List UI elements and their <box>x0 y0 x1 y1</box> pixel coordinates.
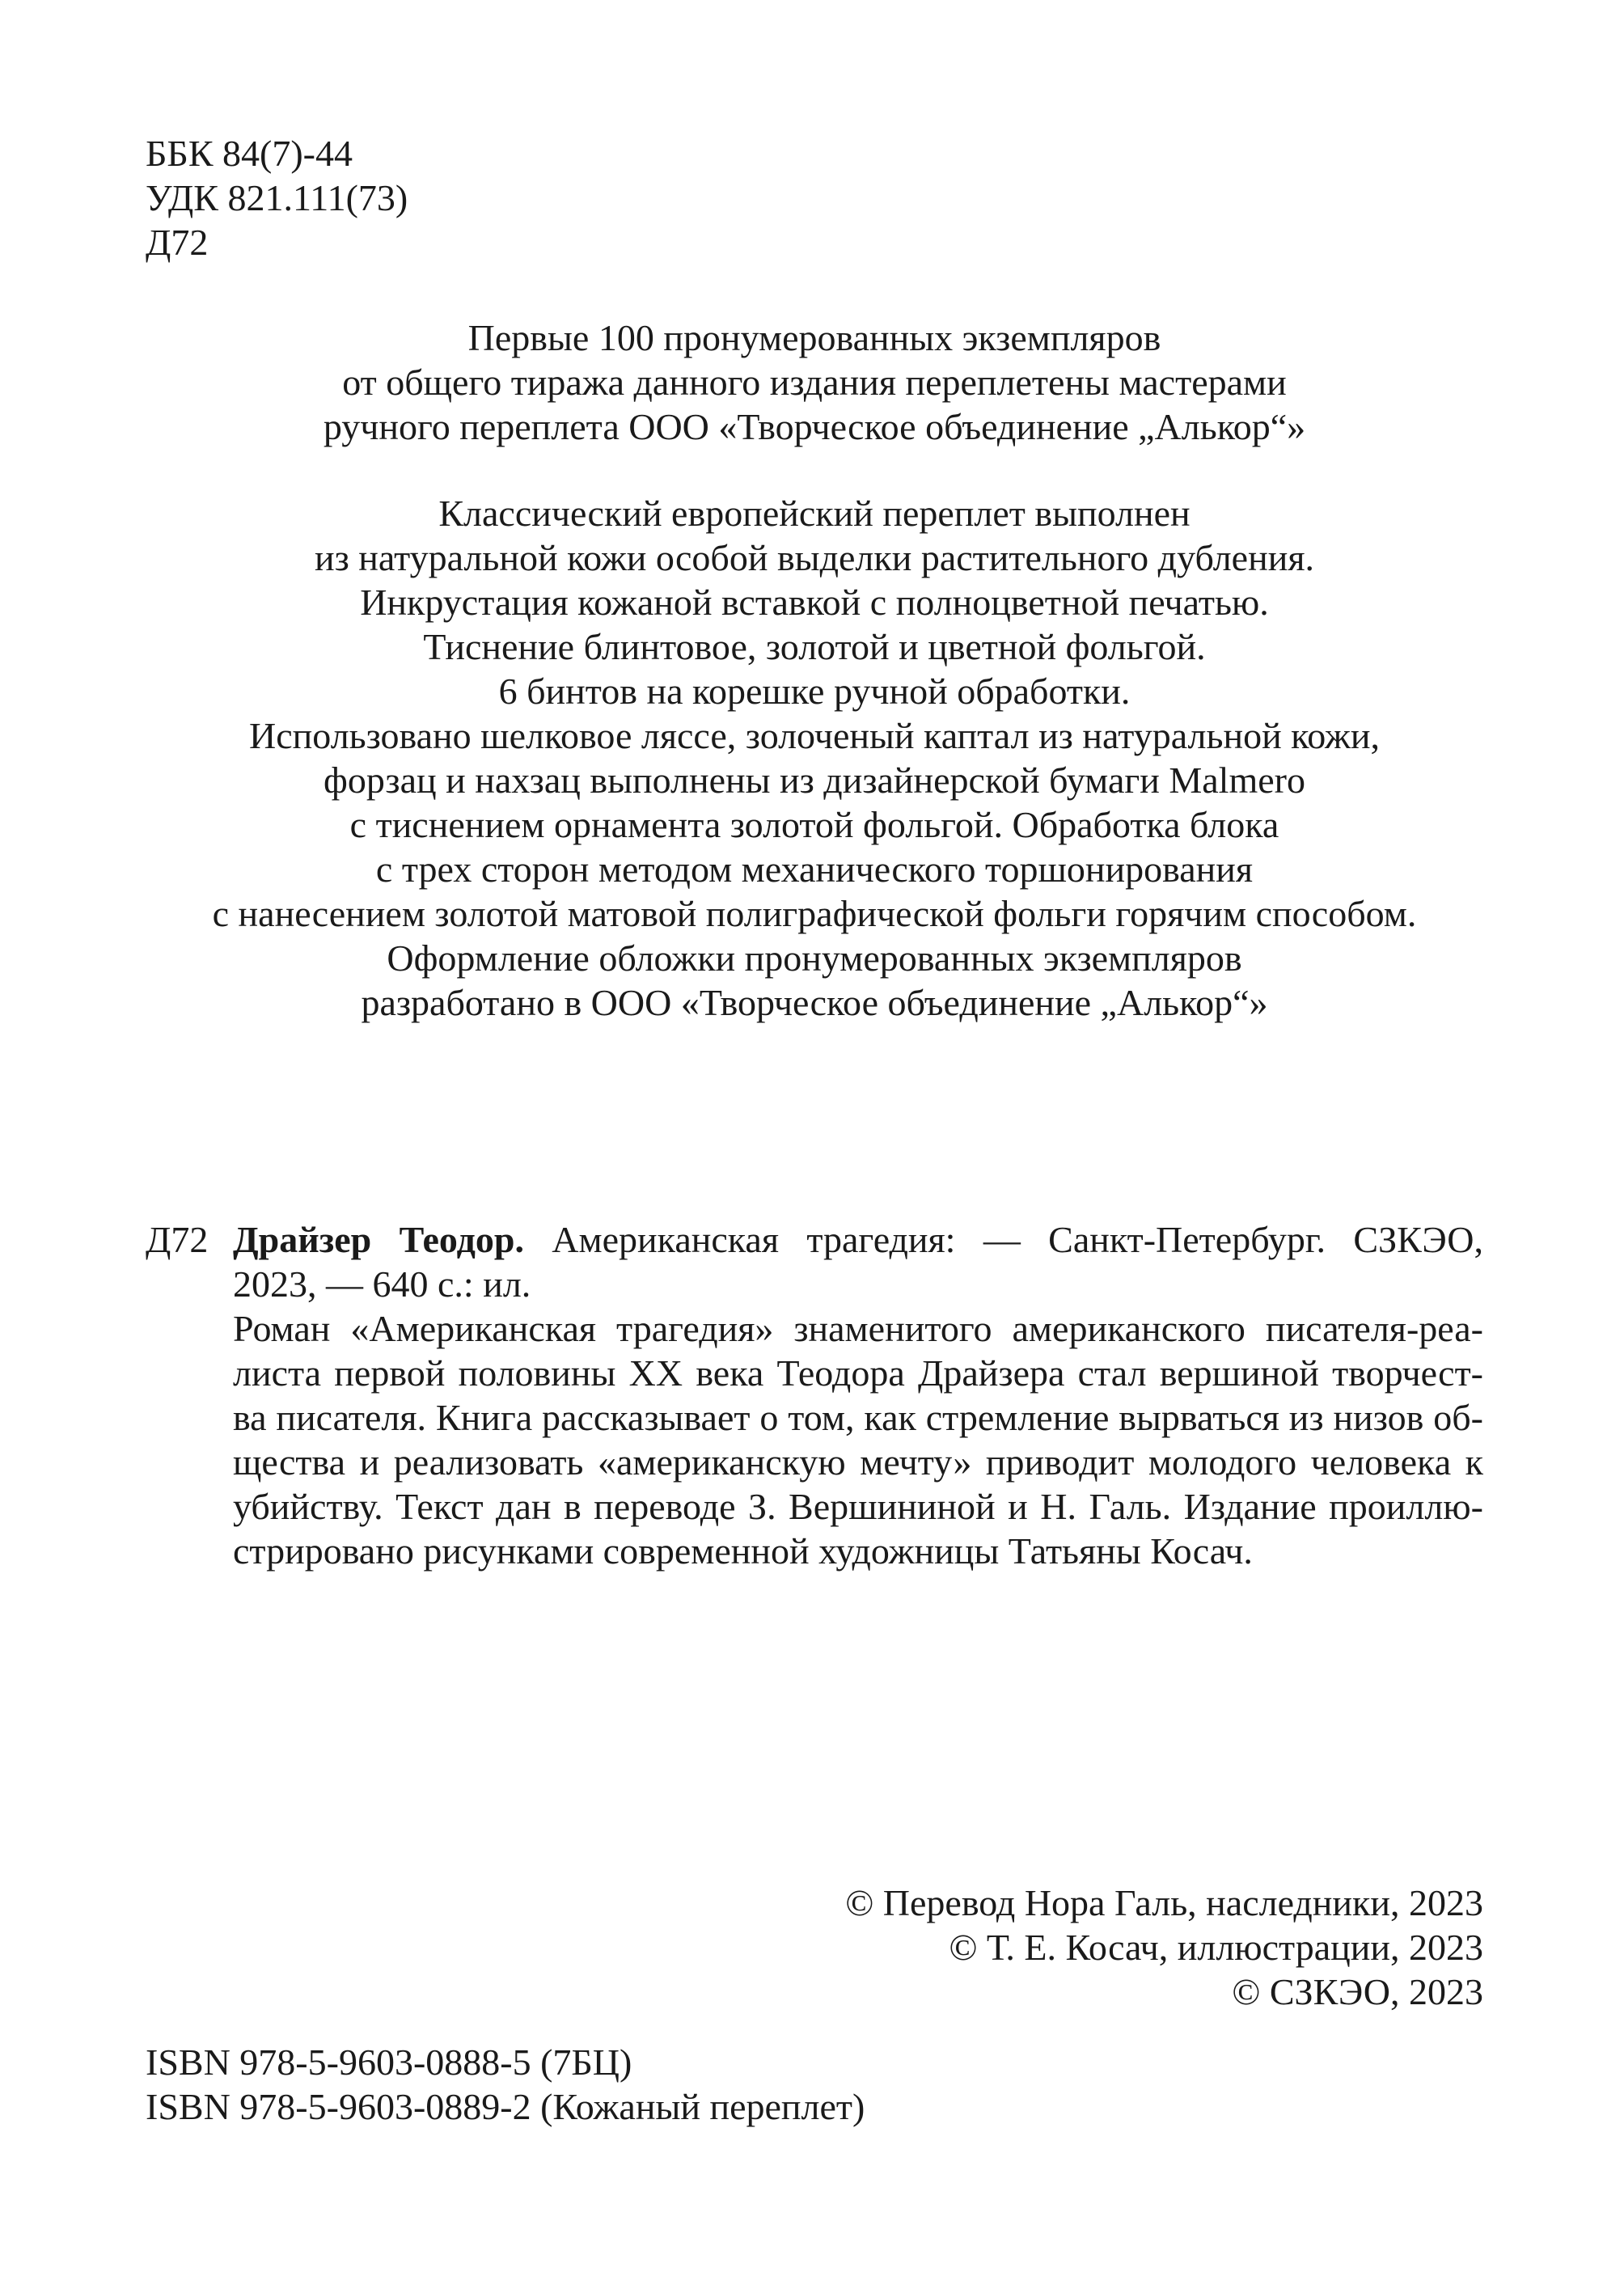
annotation-line: стрировано рисунками современной художницы Татьяны Косач. <box>233 1530 1253 1572</box>
binding-line: форзац и нахзац выполнены из дизайнерской бумаги Malmero <box>324 759 1305 801</box>
binding-line: с трех сторон методом механического торшонирования <box>375 848 1254 890</box>
copyright-line: © Перевод Нора Галь, наследники, 2023 <box>845 1882 1483 1923</box>
numbered-copies-note <box>146 315 1483 449</box>
annotation-line: убийству. Текст дан в переводе З. Вершининой и Н. Галь. Издание проиллю- <box>233 1486 1483 1527</box>
annotation-line: щества и реализовать «американскую мечту» приводит молодого человека к <box>233 1441 1483 1483</box>
annotation-line: листа первой половины XX века Теодора Драйзера стал вершиной творчест- <box>233 1352 1483 1394</box>
binding-line: Использовано шелковое ляссе, золоченый каптал из натуральной кожи, <box>249 715 1380 756</box>
copyright-line: © Т. Е. Косач, иллюстрации, 2023 <box>949 1927 1483 1968</box>
catalog-author: Драйзер Теодор. <box>233 1219 524 1260</box>
isbn-line: ISBN 978-5-9603-0889-2 (Кожаный переплет) <box>146 2086 865 2127</box>
annotation-line: ва писателя. Книга рассказывает о том, как стремление вырваться из низов об- <box>233 1397 1483 1438</box>
isbn-list <box>146 2040 865 2129</box>
note-line: Первые 100 пронумерованных экземпляров <box>467 317 1161 358</box>
binding-line: из натуральной кожи особой выделки растительного дубления. <box>314 537 1314 578</box>
copyright-line: © СЗКЭО, 2023 <box>1232 1971 1483 2012</box>
udk-code: УДК 821.111(73) <box>146 177 408 218</box>
catalog-author-mark: Д72 <box>146 1219 209 1260</box>
author-mark: Д72 <box>146 222 209 263</box>
catalog-text <box>233 1217 1483 1573</box>
note-line: ручного переплета ООО «Творческое объединение „Алькор“» <box>323 406 1306 447</box>
catalog-imprint: 2023, — 640 с.: ил. <box>233 1263 531 1305</box>
binding-line: Инкрустация кожаной вставкой с полноцветной печатью. <box>360 582 1269 623</box>
bbk-code: ББК 84(7)-44 <box>146 133 353 174</box>
isbn-line: ISBN 978-5-9603-0888-5 (7БЦ) <box>146 2041 632 2083</box>
note-line: от общего тиража данного издания переплетены мастерами <box>342 362 1287 403</box>
catalog-title: Американская трагедия: — Санкт-Петербург. СЗКЭО, <box>523 1219 1484 1260</box>
binding-line: 6 бинтов на корешке ручной обработки. <box>498 671 1131 712</box>
binding-line: Классический европейский переплет выполнен <box>438 493 1191 534</box>
classification-codes <box>146 131 408 264</box>
binding-line: с тиснением орнамента золотой фольгой. Обработка блока <box>349 804 1279 845</box>
binding-description <box>146 491 1483 1025</box>
annotation-line: Роман «Американская трагедия» знаменитого американского писателя-реа- <box>233 1308 1483 1349</box>
catalog-heading-line <box>233 1217 1483 1262</box>
binding-line: Оформление обложки пронумерованных экземпляров <box>387 937 1242 979</box>
binding-line: с нанесением золотой матовой полиграфической фольги горячим способом. <box>212 893 1417 934</box>
binding-line: разработано в ООО «Творческое объединение „Алькор“» <box>361 982 1268 1023</box>
binding-line: Тиснение блинтовое, золотой и цветной фольгой. <box>423 626 1206 667</box>
copyright-notices <box>845 1881 1483 2014</box>
